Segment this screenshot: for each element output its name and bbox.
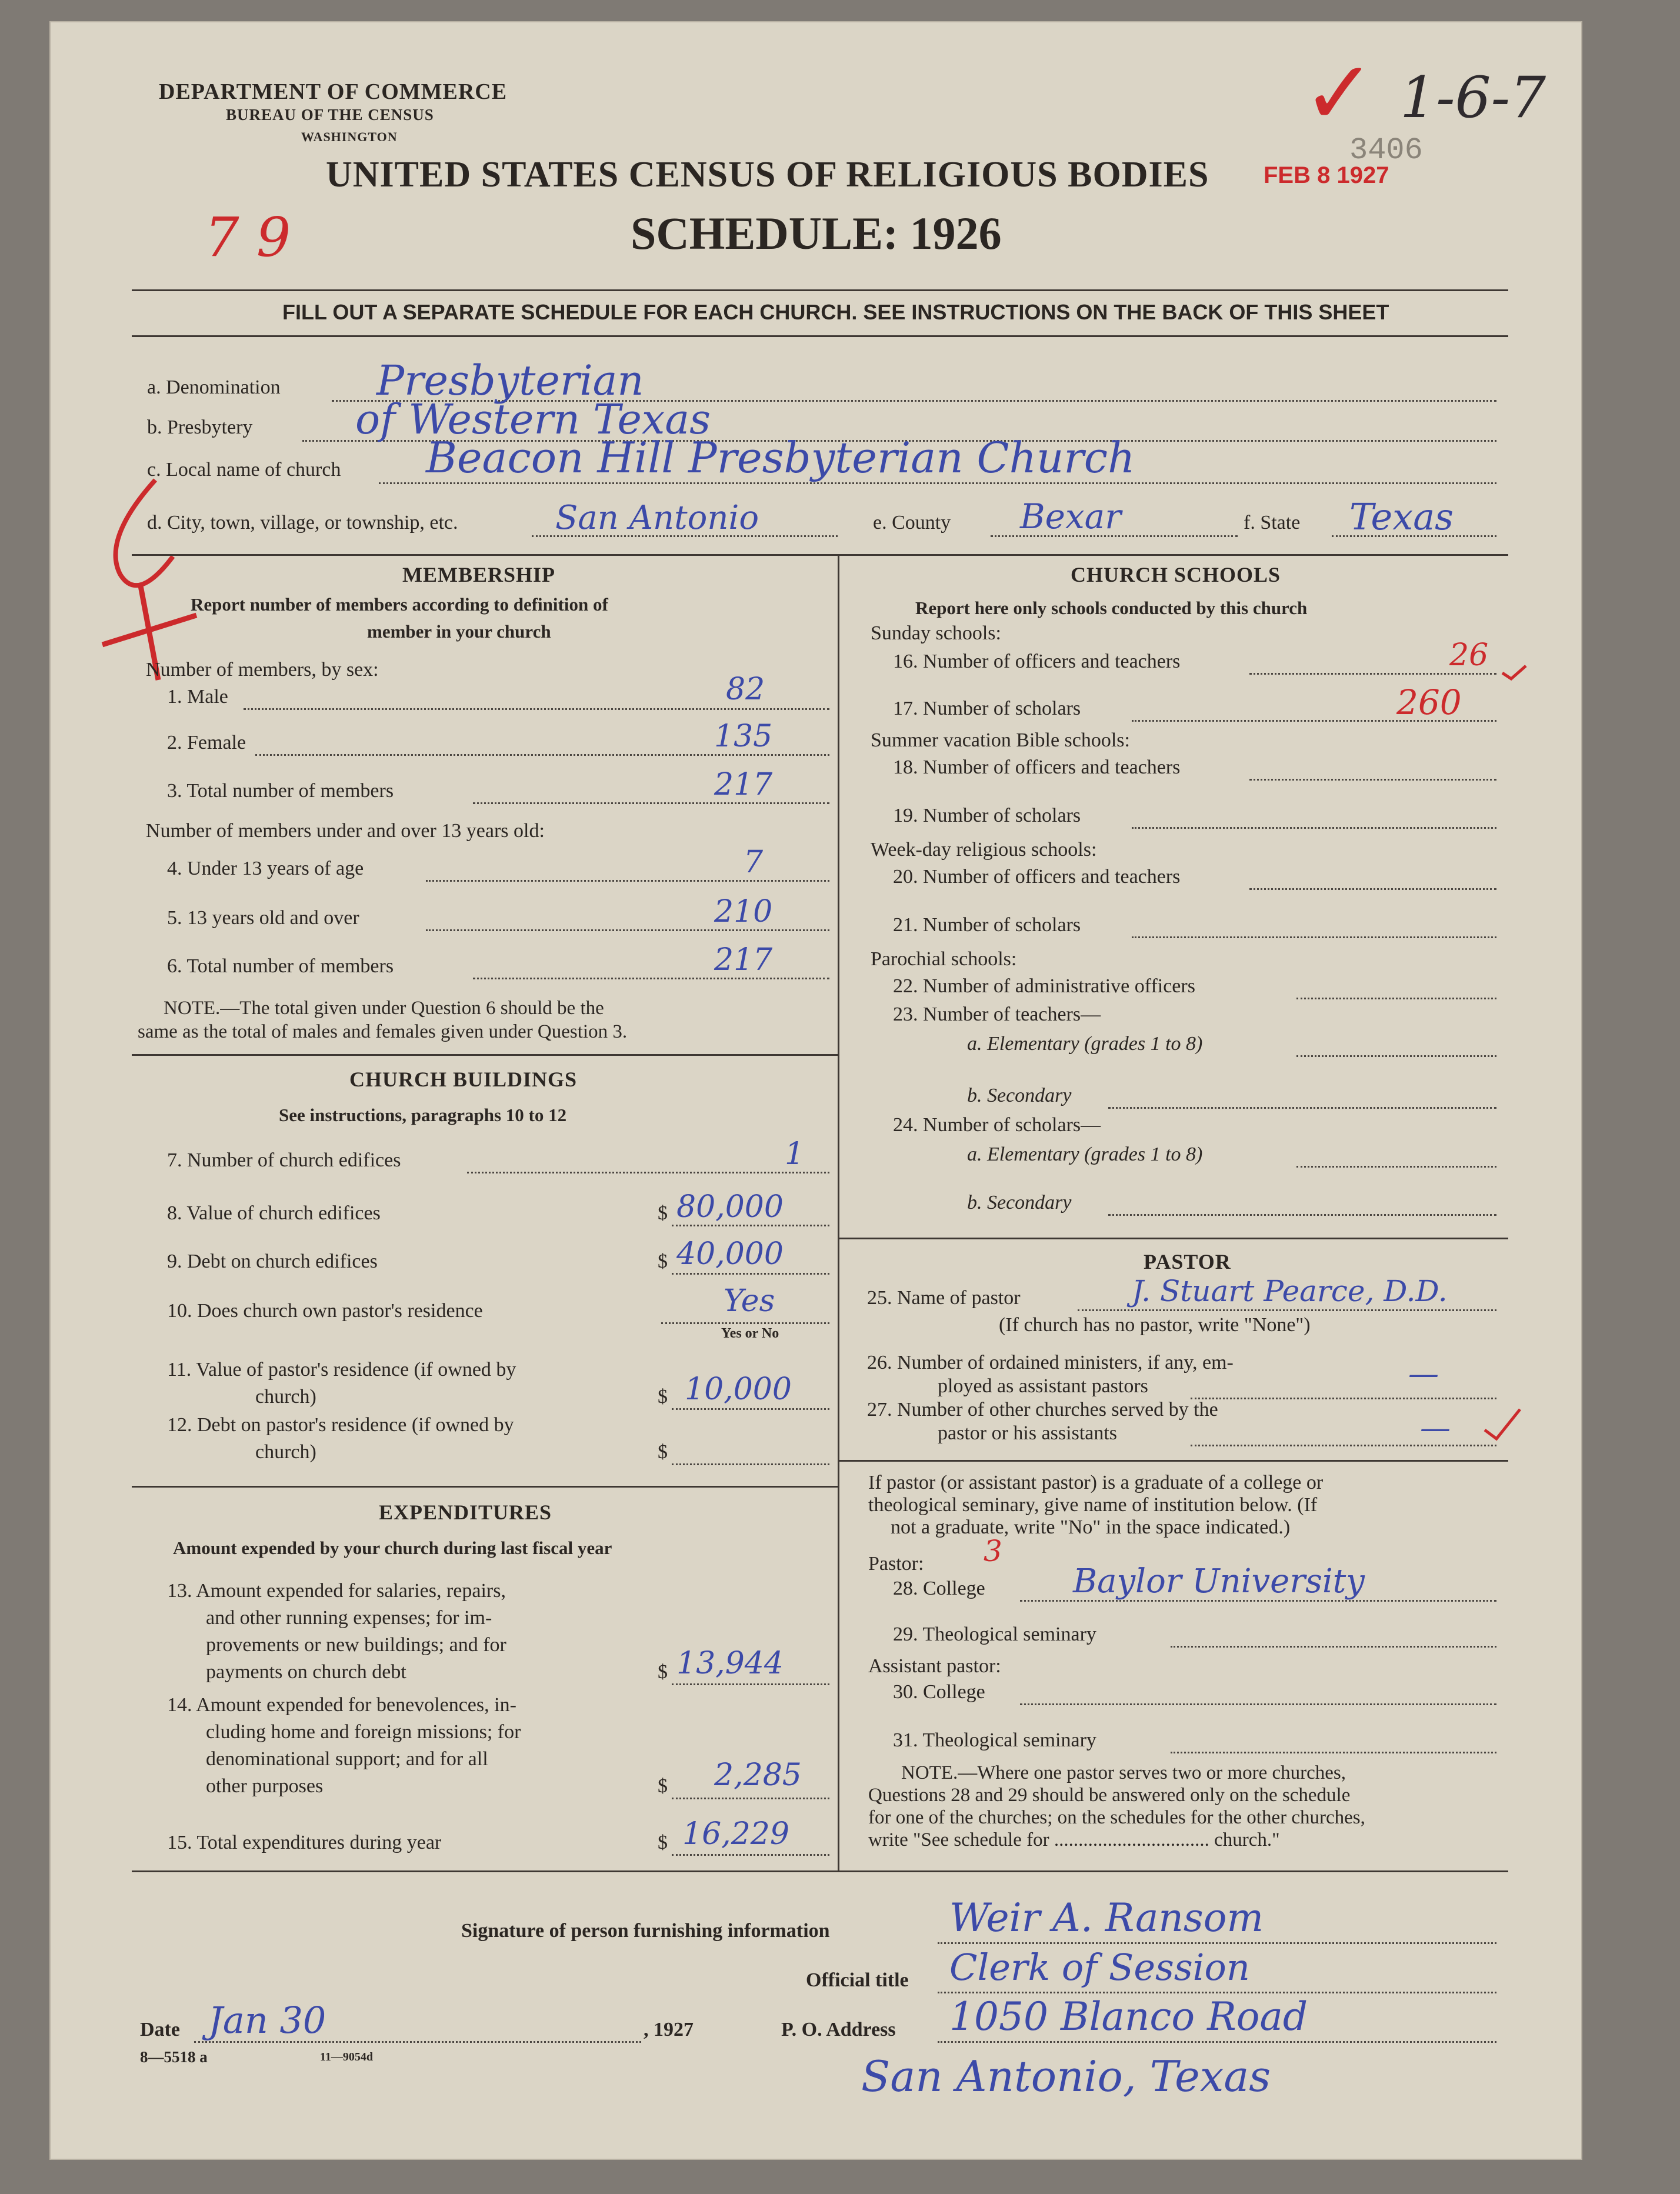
q30-label: 30. College <box>893 1681 985 1703</box>
year-label: , 1927 <box>644 2019 694 2040</box>
grad-line1: If pastor (or assistant pastor) is a graduate of a college or <box>868 1472 1324 1493</box>
county-value: Bexar <box>1020 496 1121 536</box>
q18-label: 18. Number of officers and teachers <box>893 756 1181 778</box>
exp15-label: 15. Total expenditures during year <box>167 1832 442 1853</box>
title-label: Official title <box>806 1969 909 1991</box>
bureau-line: BUREAU OF THE CENSUS <box>226 106 434 124</box>
total3-line <box>473 802 829 804</box>
pastor-mark: 3 <box>984 1534 1002 1568</box>
local-name-line <box>379 482 1496 484</box>
schools-heading: CHURCH SCHOOLS <box>1071 563 1281 586</box>
form-code: 8—5518 a <box>140 2048 208 2066</box>
q27-value: — <box>1420 1411 1451 1446</box>
corner-check-mark: ✓ <box>1302 45 1376 143</box>
column-divider <box>838 554 839 1870</box>
parochial-label: Parochial schools: <box>871 948 1017 970</box>
exp14-label-a: 14. Amount expended for benevolences, in- <box>167 1694 516 1716</box>
q27-label-b: pastor or his assistants <box>938 1422 1118 1444</box>
header-rule-bottom <box>132 335 1508 337</box>
pastor-heading: PASTOR <box>1144 1250 1231 1273</box>
res-value-line <box>672 1408 829 1410</box>
edifices-label: 7. Number of church edifices <box>167 1149 401 1171</box>
value-line <box>672 1225 829 1226</box>
local-name-label: c. Local name of church <box>147 459 341 481</box>
city-value: San Antonio <box>555 499 759 537</box>
denomination-label: a. Denomination <box>147 376 281 398</box>
pastor-note4: write "See schedule for ................................ church." <box>868 1829 1280 1850</box>
buildings-sub: See instructions, paragraphs 10 to 12 <box>279 1105 567 1125</box>
po-line <box>938 2041 1496 2043</box>
under13-label: 4. Under 13 years of age <box>167 858 364 879</box>
buildings-rule <box>132 1486 838 1488</box>
total3-label: 3. Total number of members <box>167 780 394 802</box>
official-title-value: Clerk of Session <box>949 1946 1250 1989</box>
red-check-marks-icon <box>873 645 1549 1468</box>
stamp-number: 3406 <box>1349 133 1423 168</box>
by-sex-label: Number of members, by sex: <box>146 659 379 681</box>
instruction-line: FILL OUT A SEPARATE SCHEDULE FOR EACH CHURCH. SEE INSTRUCTIONS ON THE BACK OF THIS SHEET <box>282 300 1389 324</box>
schools-sub: Report here only schools conducted by this church <box>915 598 1308 618</box>
date-label: Date <box>140 2019 180 2040</box>
edifices-line <box>467 1172 829 1173</box>
q24b-label: b. Secondary <box>967 1192 1072 1213</box>
q23-label: 23. Number of teachers— <box>893 1003 1101 1025</box>
q29-label: 29. Theological seminary <box>893 1623 1096 1645</box>
res-debt-dollar: $ <box>658 1441 668 1463</box>
exp14-dollar: $ <box>658 1775 668 1797</box>
header-rule-top <box>132 289 1508 291</box>
bottom-rule <box>132 1870 1508 1872</box>
grad-line2: theological seminary, give name of institution below. (If <box>868 1494 1318 1516</box>
res-debt-label-b: church) <box>255 1441 316 1463</box>
pastor-name: J. Stuart Pearce, D.D. <box>1132 1274 1448 1308</box>
q24-label: 24. Number of scholars— <box>893 1114 1101 1136</box>
expenditures-sub: Amount expended by your church during last fiscal year <box>173 1538 612 1558</box>
q26-label-b: ployed as assistant pastors <box>938 1375 1148 1397</box>
expenditures-heading: EXPENDITURES <box>379 1501 552 1524</box>
denomination-value: Presbyterian <box>376 356 644 405</box>
total6-line <box>473 978 829 979</box>
local-name-value: Beacon Hill Presbyterian Church <box>426 433 1135 482</box>
exp15-line <box>672 1854 829 1856</box>
res-value-label-a: 11. Value of pastor's residence (if owned by <box>167 1359 516 1381</box>
q29-line <box>1171 1646 1496 1648</box>
membership-sub1: Report number of members according to definition of <box>191 594 608 615</box>
owns-residence-label: 10. Does church own pastor's residence <box>167 1300 483 1322</box>
q21-label: 21. Number of scholars <box>893 914 1081 936</box>
q25-note: (If church has no pastor, write "None") <box>999 1314 1311 1336</box>
res-value-amount: 10,000 <box>685 1372 792 1407</box>
buildings-heading: CHURCH BUILDINGS <box>349 1068 578 1091</box>
q26-value: — <box>1408 1356 1439 1392</box>
membership-note2: same as the total of males and females given under Question 3. <box>138 1021 628 1042</box>
female-line <box>255 754 829 756</box>
grad-line3: not a graduate, write "No" in the space indicated.) <box>891 1516 1291 1538</box>
res-debt-line <box>672 1463 829 1465</box>
form-title: UNITED STATES CENSUS OF RELIGIOUS BODIES <box>326 155 1209 195</box>
city-label: d. City, town, village, or township, etc. <box>147 512 458 534</box>
presbytery-label: b. Presbytery <box>147 416 253 438</box>
exp13-label-b: and other running expenses; for im- <box>206 1607 492 1629</box>
exp13-label-c: provements or new buildings; and for <box>206 1634 506 1656</box>
over13-value: 210 <box>714 894 773 929</box>
address-line2: San Antonio, Texas <box>861 2052 1271 2101</box>
exp13-label-d: payments on church debt <box>206 1661 406 1683</box>
q31-label: 31. Theological seminary <box>893 1729 1096 1751</box>
value-label: 8. Value of church edifices <box>167 1202 381 1224</box>
debt-dollar: $ <box>658 1251 668 1272</box>
membership-heading: MEMBERSHIP <box>402 563 556 586</box>
q28-label: 28. College <box>893 1578 985 1599</box>
pastor-subhead: Pastor: <box>868 1553 924 1575</box>
signer-name: Weir A. Ransom <box>949 1895 1264 1940</box>
pastor-note3: for one of the churches; on the schedules for the other churches, <box>868 1807 1365 1828</box>
q23b-label: b. Secondary <box>967 1085 1072 1106</box>
received-date-stamp: FEB 8 1927 <box>1264 162 1389 188</box>
edifices-value: 1 <box>785 1136 805 1172</box>
exp13-label-a: 13. Amount expended for salaries, repairs, <box>167 1580 506 1602</box>
female-label: 2. Female <box>167 732 246 753</box>
signature-line <box>938 1942 1496 1944</box>
debt-label: 9. Debt on church edifices <box>167 1251 378 1272</box>
debt-line <box>672 1273 829 1275</box>
value-dollar: $ <box>658 1202 668 1224</box>
q16-label: 16. Number of officers and teachers <box>893 651 1181 672</box>
exp13-line <box>672 1683 829 1685</box>
corner-code: 1-6-7 <box>1400 65 1546 131</box>
title-line <box>938 1992 1496 1993</box>
weekday-label: Week-day religious schools: <box>871 839 1097 861</box>
exp13-amount: 13,944 <box>676 1646 784 1681</box>
exp15-amount: 16,229 <box>682 1816 789 1852</box>
state-value: Texas <box>1349 495 1454 538</box>
section-rule <box>132 554 1508 556</box>
pastor-note2: Questions 28 and 29 should be answered only on the schedule <box>868 1785 1351 1806</box>
q17-label: 17. Number of scholars <box>893 698 1081 719</box>
total3-value: 217 <box>714 767 773 802</box>
q23a-label: a. Elementary (grades 1 to 8) <box>967 1033 1203 1055</box>
college-value: Baylor University <box>1073 1562 1365 1601</box>
exp14-label-c: denominational support; and for all <box>206 1748 488 1770</box>
q20-label: 20. Number of officers and teachers <box>893 866 1181 888</box>
date-value: Jan 30 <box>208 1999 326 2042</box>
membership-note1: NOTE.—The total given under Question 6 should be the <box>164 998 604 1019</box>
q27-label-a: 27. Number of other churches served by the <box>867 1399 1218 1421</box>
pastor-note1: NOTE.—Where one pastor serves two or more churches, <box>901 1762 1346 1783</box>
total6-label: 6. Total number of members <box>167 955 394 977</box>
census-schedule-sheet <box>49 21 1582 2160</box>
q17-value: 260 <box>1396 682 1462 722</box>
schedule-title: SCHEDULE: 1926 <box>631 208 1002 259</box>
q19-label: 19. Number of scholars <box>893 805 1081 826</box>
exp14-label-b: cluding home and foreign missions; for <box>206 1721 521 1743</box>
male-value: 82 <box>726 672 765 707</box>
address-line1: 1050 Blanco Road <box>949 1994 1308 2039</box>
exp14-label-d: other purposes <box>206 1775 324 1797</box>
q25-label: 25. Name of pastor <box>867 1287 1021 1309</box>
print-code: 11—9054d <box>320 2050 374 2063</box>
q26-label-a: 26. Number of ordained ministers, if any, em- <box>867 1352 1234 1373</box>
res-value-dollar: $ <box>658 1386 668 1408</box>
owns-residence-line <box>661 1322 829 1324</box>
membership-sub2: member in your church <box>367 621 551 642</box>
res-debt-label-a: 12. Debt on pastor's residence (if owned by <box>167 1414 514 1436</box>
over13-label: 5. 13 years old and over <box>167 907 359 929</box>
exp14-amount: 2,285 <box>714 1758 802 1793</box>
total6-value: 217 <box>714 942 773 978</box>
membership-rule <box>132 1054 838 1056</box>
po-label: P. O. Address <box>781 2019 896 2040</box>
q30-line <box>1020 1703 1496 1705</box>
male-line <box>244 708 829 710</box>
by-age-label: Number of members under and over 13 years old: <box>146 820 545 842</box>
exp13-dollar: $ <box>658 1661 668 1683</box>
female-value: 135 <box>714 719 773 754</box>
sunday-label: Sunday schools: <box>871 622 1001 644</box>
q31-line <box>1171 1752 1496 1753</box>
city-line: WASHINGTON <box>301 129 398 144</box>
owns-residence-value: Yes <box>724 1283 775 1319</box>
q24a-label: a. Elementary (grades 1 to 8) <box>967 1143 1203 1165</box>
exp14-line <box>672 1798 829 1799</box>
yes-no-hint: Yes or No <box>721 1326 779 1341</box>
county-label: e. County <box>873 512 951 534</box>
exp15-dollar: $ <box>658 1832 668 1853</box>
res-value-label-b: church) <box>255 1386 316 1408</box>
q16-value: 26 <box>1449 638 1489 673</box>
department-line: DEPARTMENT OF COMMERCE <box>159 79 508 104</box>
state-label: f. State <box>1244 512 1301 534</box>
red-margin-marks-icon <box>85 468 202 692</box>
value-amount: 80,000 <box>676 1189 784 1225</box>
under13-value: 7 <box>744 845 764 880</box>
signature-label: Signature of person furnishing information <box>461 1920 830 1942</box>
under13-line <box>426 880 829 882</box>
asst-subhead: Assistant pastor: <box>868 1655 1001 1677</box>
presbytery-value: of Western Texas <box>355 395 711 444</box>
over13-line <box>426 929 829 931</box>
summer-label: Summer vacation Bible schools: <box>871 729 1130 751</box>
debt-amount: 40,000 <box>676 1236 784 1272</box>
q22-label: 22. Number of administrative officers <box>893 975 1195 997</box>
left-handwritten-number: 7 9 <box>205 206 291 269</box>
male-label: 1. Male <box>167 686 228 708</box>
